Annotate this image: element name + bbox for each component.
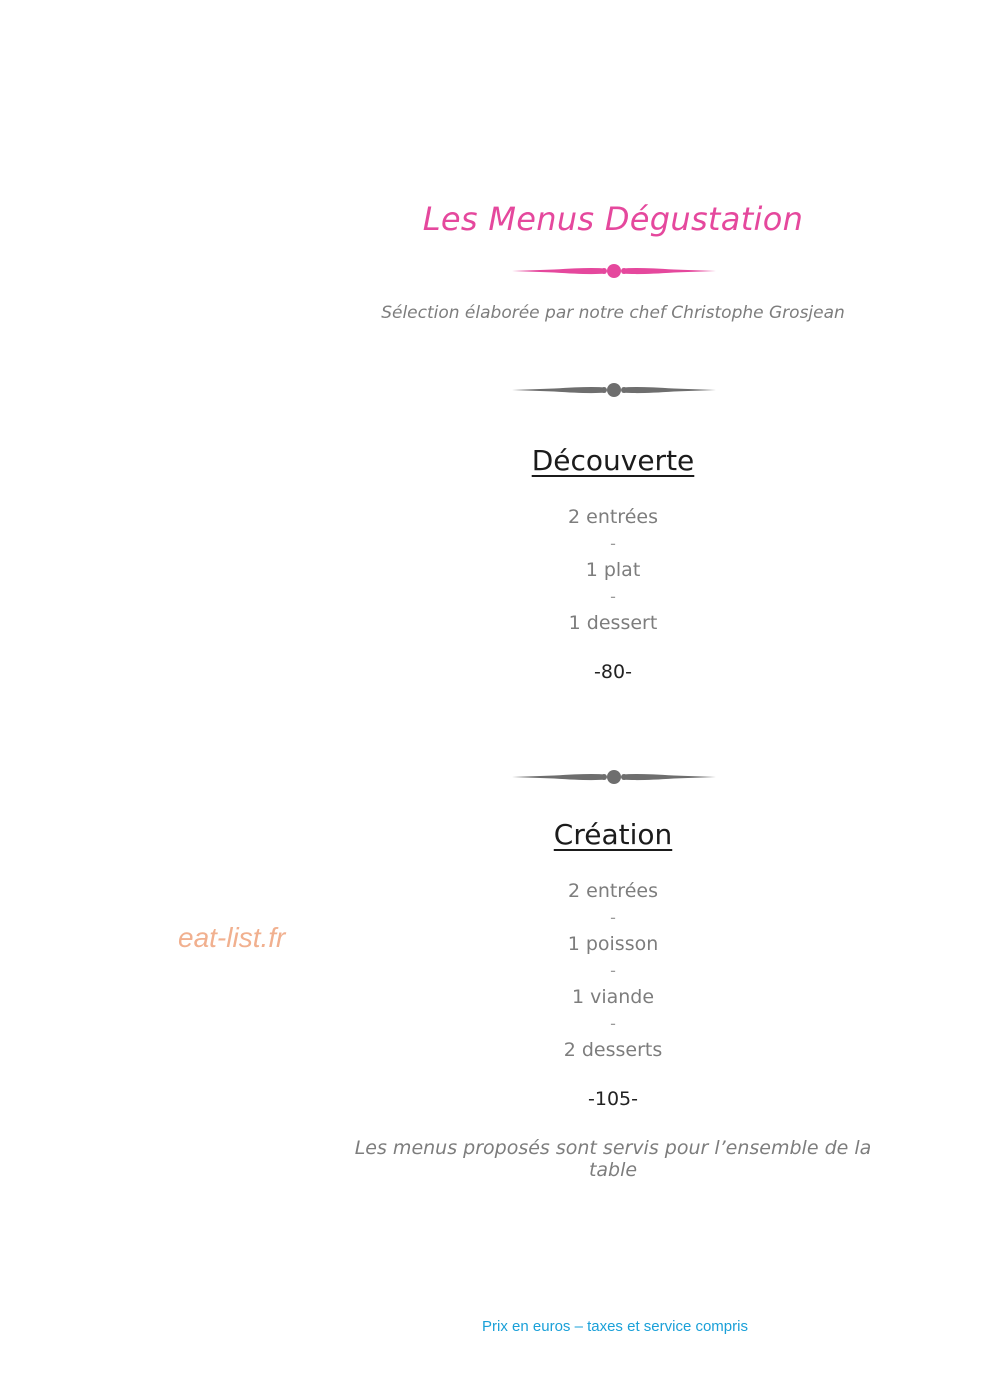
footer-price-note: Prix en euros – taxes et service compris — [482, 1318, 748, 1335]
menu-note: Les menus proposés sont servis pour l’ensemble de la table — [354, 1137, 872, 1181]
menu-price-decouverte: -80- — [594, 661, 632, 683]
ornament-divider-grey — [510, 381, 718, 399]
menu-title-decouverte: Découverte — [531, 444, 695, 477]
ornament-divider-pink — [510, 262, 718, 280]
menu-item: 1 dessert — [568, 612, 658, 634]
ornament-divider-grey — [510, 768, 718, 786]
watermark: eat-list.fr — [178, 922, 286, 953]
item-separator: - — [610, 586, 616, 606]
menu-items-creation — [330, 878, 896, 1064]
menu-item: 2 entrées — [568, 506, 658, 528]
menu-item: 1 plat — [585, 559, 641, 581]
menu-item: 1 poisson — [567, 933, 659, 955]
menu-title-creation: Création — [553, 818, 673, 851]
item-separator: - — [610, 533, 616, 553]
item-separator: - — [610, 1013, 616, 1033]
item-separator: - — [610, 907, 616, 927]
menu-item: 2 desserts — [563, 1039, 663, 1061]
menu-item: 1 viande — [571, 986, 655, 1008]
page-title: Les Menus Dégustation — [422, 200, 804, 238]
item-separator: - — [610, 960, 616, 980]
menu-item: 2 entrées — [568, 880, 658, 902]
menu-items-decouverte — [330, 504, 896, 637]
menu-price-creation: -105- — [588, 1088, 638, 1110]
page-subtitle: Sélection élaborée par notre chef Christophe Grosjean — [381, 303, 845, 323]
